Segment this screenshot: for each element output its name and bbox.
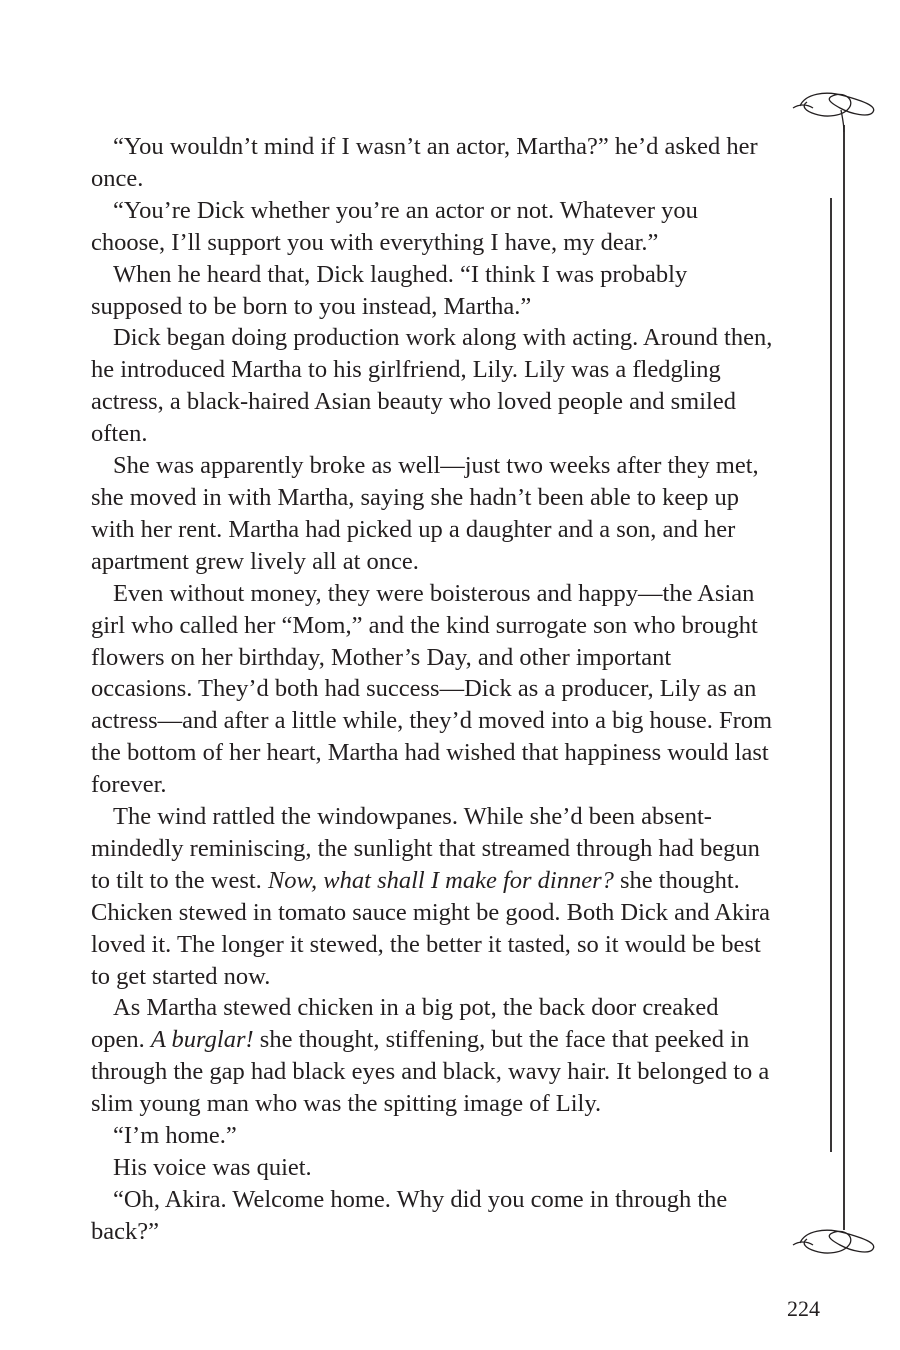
paragraph: When he heard that, Dick laughed. “I think I was probably supposed to be born to you instead, Martha.” (91, 260, 688, 320)
paragraph: “I’m home.” (113, 1122, 237, 1150)
page-number: 224 (787, 1296, 820, 1321)
paragraph: As Martha stewed chicken in a big pot, the back door creaked open. A burglar! she thought, stiffening, but the face that peeked in through the gap had black eyes and black, wavy hair. It belonged to a slim young man who was the spitting image of Lily. (91, 994, 770, 1118)
bottom-flourish-icon (793, 1230, 874, 1253)
paragraph: The wind rattled the windowpanes. While she’d been absent-mindedly reminiscing, the sunlight that streamed through had begun to tilt to the west. Now, what shall I make for dinner? she thought. Chicken stewed in tomato sauce might be good. Both Dick and Akira loved it. The longer it stewed, the better it tasted, so it would be best to get started now. (91, 803, 771, 990)
paragraph: She was apparently broke as well—just two weeks after they met, she moved in with Martha, saying she hadn’t been able to keep up with her rent. Martha had picked up a daughter and a son, and her apartment grew lively all at once. (91, 452, 759, 575)
paragraph: “Oh, Akira. Welcome home. Why did you come in through the back?” (91, 1185, 728, 1245)
paragraph: “You’re Dick whether you’re an actor or not. Whatever you choose, I’ll support you with everything I have, my dear.” (91, 196, 698, 256)
paragraph: Even without money, they were boisterous and happy—the Asian girl who called her “Mom,” and the kind surrogate son who brought flowers on her birthday, Mother’s Day, and other important occasions. They’d both had success—Dick as a producer, Lily as an actress—and after a little while, they’d moved into a big house. From the bottom of her heart, Martha had wished that happiness would last forever. (91, 579, 773, 799)
body-text (91, 131, 776, 1248)
paragraph: His voice was quiet. (113, 1154, 312, 1181)
ornamental-border-icon (785, 80, 885, 1290)
top-flourish-icon (793, 93, 874, 132)
paragraph: Dick began doing production work along with acting. Around then, he introduced Martha to his girlfriend, Lily. Lily was a fledgling actress, a black-haired Asian beauty who loved people and smiled often. (91, 324, 773, 448)
italic-thought: Now, what shall I make for dinner? (267, 866, 614, 894)
italic-thought: A burglar! (150, 1026, 254, 1054)
paragraph: “You wouldn’t mind if I wasn’t an actor, Martha?” he’d asked her once. (91, 133, 758, 192)
